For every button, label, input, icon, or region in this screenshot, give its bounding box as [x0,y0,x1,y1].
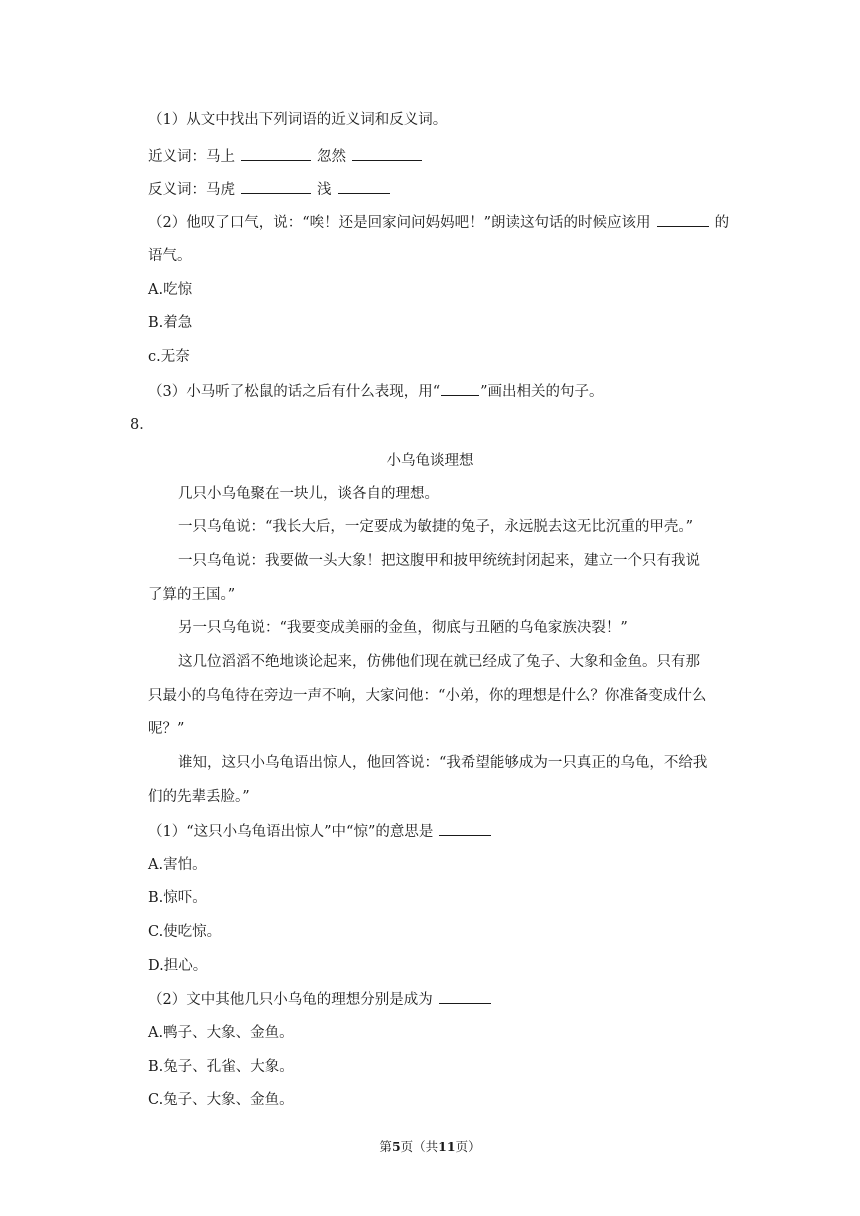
footer-text: 第 [379,1139,392,1154]
q8-sub1-text: （1）“这只小乌龟语出惊人”中“惊”的意思是 [148,824,434,840]
page-number: 5 [391,1139,401,1154]
q8-sub1 [148,821,497,842]
q7-sub2-line2: 语气。 [148,248,192,264]
passage-paragraph: 几只小乌龟聚在一块儿，谈各自的理想。 [178,486,439,502]
answer-blank[interactable] [352,146,422,161]
q7-synonym-line [148,146,428,167]
synonym-word-2: 忽然 [317,149,346,165]
passage-paragraph: 一只乌龟说：“我长大后，一定要成为敏捷的兔子，永远脱去这无比沉重的甲壳。” [178,519,694,535]
answer-blank[interactable] [338,179,390,194]
q7-sub3-post: ”画出相关的句子。 [480,384,604,400]
option-a: A.吃惊 [148,282,193,298]
page-footer [0,1138,860,1156]
footer-text: 页） [455,1139,481,1154]
option-b: B.着急 [148,315,193,331]
q8-sub2-text: （2）文中其他几只小乌龟的理想分别是成为 [148,992,433,1008]
option-d: D.担心。 [148,958,208,974]
option-b: B.惊吓。 [148,890,207,906]
question-number: 8． [130,417,154,433]
answer-blank[interactable] [439,821,491,836]
passage-paragraph-cont: 只最小的乌龟待在旁边一声不响，大家问他：“小弟，你的理想是什么？你准备变成什么 [148,688,707,704]
q7-sub1: （1）从文中找出下列词语的近义词和反义词。 [148,112,448,128]
q7-sub2-de: 的 [714,215,730,231]
q8-sub2 [148,989,497,1010]
underline-sample [441,381,479,396]
option-a: A.害怕。 [148,857,207,873]
q7-sub2-line1 [148,212,729,233]
page-total: 11 [438,1139,456,1154]
synonym-label: 近义词：马上 [148,149,235,165]
footer-text: 页（共 [400,1139,439,1154]
passage-paragraph: 另一只乌龟说：“我要变成美丽的金鱼，彻底与丑陋的乌龟家族决裂！” [178,620,628,636]
antonym-word-2: 浅 [317,182,332,198]
option-c: C.兔子、大象、金鱼。 [148,1092,294,1108]
q7-sub3-pre: （3）小马听了松鼠的话之后有什么表现，用“ [148,384,441,400]
passage-paragraph-cont: 呢？” [148,721,185,737]
passage-paragraph-cont: 了算的王国。” [148,587,236,603]
option-c: C.使吃惊。 [148,924,222,940]
passage-paragraph: 一只乌龟说：我要做一头大象！把这腹甲和披甲统统封闭起来，建立一个只有我说 [178,553,700,569]
answer-blank[interactable] [241,179,311,194]
q7-sub2-text: （2）他叹了口气，说：“唉！还是回家问问妈妈吧！”朗读这句话的时候应该用 [148,215,651,231]
passage-paragraph: 这几位滔滔不绝地谈论起来，仿佛他们现在就已经成了兔子、大象和金鱼。只有那 [178,654,700,670]
answer-blank[interactable] [241,146,311,161]
q7-antonym-line [148,179,396,200]
answer-blank[interactable] [657,212,709,227]
option-c: c.无奈 [148,349,190,365]
answer-blank[interactable] [439,989,491,1004]
option-a: A.鸭子、大象、金鱼。 [148,1025,294,1041]
antonym-label: 反义词：马虎 [148,182,235,198]
passage-paragraph-cont: 们的先辈丢脸。” [148,789,250,805]
q7-sub3 [148,381,604,402]
passage-title: 小乌龟谈理想 [386,453,474,469]
option-b: B.兔子、孔雀、大象。 [148,1059,294,1075]
passage-paragraph: 谁知，这只小乌龟语出惊人，他回答说：“我希望能够成为一只真正的乌龟，不给我 [178,755,708,771]
